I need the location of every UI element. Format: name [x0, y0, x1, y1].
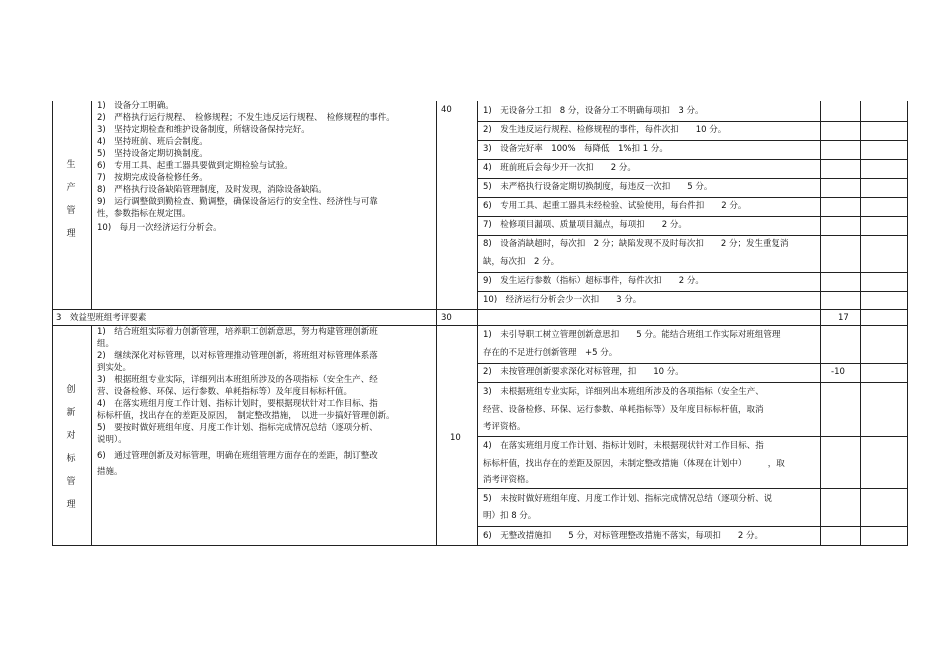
row-line: [477, 272, 908, 273]
req-line: 9) 运行调整做到勤检查、勤调整，确保设备运行的安全性、经济性与可靠: [97, 197, 378, 207]
bench-criterion-3-cont: 经营、设备检修、环保、运行参数、单耗指标等）及年度目标标杆值，取消: [483, 405, 764, 415]
row-line: [477, 178, 908, 179]
category-char: 新: [66, 408, 76, 418]
points-benchmark: 10: [450, 433, 461, 443]
requirements-production: [97, 100, 433, 234]
row-line: [477, 159, 908, 160]
col-divider-criteria: [477, 101, 478, 546]
row-line: [477, 121, 908, 122]
section3-title: 3 效益型班组考评要素: [56, 313, 147, 323]
section-line: [52, 309, 908, 310]
criterion-8-cont: 缺，每次扣 2 分。: [483, 257, 560, 267]
category-production-management: [65, 159, 77, 251]
row-line: [477, 197, 908, 198]
category-char: 理: [66, 229, 76, 239]
req-line: 5) 坚持设备定期切换制度。: [97, 149, 208, 159]
table-border-bottom: [52, 545, 908, 546]
criterion-6: 6) 专用工具、起重工器具未经检验、试验使用，每台件扣 2 分。: [483, 201, 747, 211]
req-line: 3) 坚持定期检查和维护设备制度，所辖设备保持完好。: [97, 125, 310, 135]
criterion-3: 3) 设备完好率 100% 每降低 1%扣 1 分。: [483, 144, 668, 154]
req-line: 到实处。: [97, 363, 132, 373]
req-line: 4) 坚持班前、班后会制度。: [97, 137, 208, 147]
req-line: 1) 设备分工明确。: [97, 101, 174, 111]
col-divider-score: [820, 101, 821, 546]
req-line: 措施。: [97, 467, 123, 477]
req-line: 性，参数指标在规定围。: [97, 209, 191, 219]
req-line: 6) 专用工具、起重工器具要做到定期检验与试验。: [97, 161, 293, 171]
section3-score: 17: [838, 313, 849, 323]
col-divider-category-2: [91, 325, 92, 546]
bench-criterion-3: 3) 未根据班组专业实际，详细列出本班组所涉及的各项指标（安全生产、: [483, 387, 764, 397]
req-line: 说明）。: [97, 435, 127, 445]
category-char: 创: [66, 385, 76, 395]
req-line: 7) 按期完成设备检修任务。: [97, 173, 208, 183]
criterion-10: 10) 经济运行分析会少一次扣 3 分。: [483, 295, 642, 305]
row-line: [477, 436, 908, 437]
criterion-1: 1) 无设备分工扣 8 分，设备分工不明确每项扣 3 分。: [483, 106, 704, 116]
req-line: 2) 严格执行运行规程、 检修规程；不发生违反运行规程、 检修规程的事件。: [97, 113, 395, 123]
table-border-left: [52, 101, 53, 546]
req-line: 5) 要按时做好班组年度、月度工作计划、指标完成情况总结（逐项分析、: [97, 423, 378, 433]
category-char: 产: [66, 183, 76, 193]
bench-criterion-5-cont: 明）扣 8 分。: [483, 511, 537, 521]
req-line: 8) 严格执行设备缺陷管理制度，及时发现，消除设备缺陷。: [97, 185, 327, 195]
bench-criterion-6: 6) 无整改措施扣 5 分，对标管理整改措施不落实，每项扣 2 分。: [483, 531, 763, 541]
assessment-table: [52, 101, 908, 546]
criterion-5: 5) 未严格执行设备定期切换制度，每违反一次扣 5 分。: [483, 182, 713, 192]
col-divider-points: [436, 101, 437, 546]
table-border-right: [907, 101, 908, 546]
section3-points: 30: [441, 313, 452, 323]
req-line: 2) 继续深化对标管理，以对标管理推动管理创新，将班组对标管理体系落: [97, 351, 378, 361]
bench-score-2: -10: [831, 367, 845, 377]
category-char: 管: [66, 477, 76, 487]
req-line: 6) 通过管理创新及对标管理，明确在班组管理方面存在的差距，制订整改: [97, 451, 378, 461]
bench-criterion-4-cont: 标标杆值，找出存在的差距及原因，未制定整改措施（体现在计划中） ，取: [483, 459, 785, 469]
criterion-7: 7) 检修项目漏项、质量项目漏点，每项扣 2 分。: [483, 220, 687, 230]
criterion-4: 4) 班前班后会每少开一次扣 2 分。: [483, 163, 636, 173]
criterion-9: 9) 发生运行参数（指标）超标事件，每件次扣 2 分。: [483, 276, 704, 286]
bench-criterion-4-cont: 消考评资格。: [483, 475, 535, 485]
row-line: [477, 235, 908, 236]
bench-criterion-5: 5) 未按时做好班组年度、月度工作计划、指标完成情况总结（逐项分析、说: [483, 494, 773, 504]
bench-criterion-3-cont: 考评资格。: [483, 422, 526, 432]
category-char: 标: [66, 454, 76, 464]
req-line: 组。: [97, 339, 115, 349]
criterion-8: 8) 设备消缺超时，每次扣 2 分；缺陷发现不及时每次扣 2 分；发生重复消: [483, 239, 789, 249]
col-divider-remark: [860, 101, 861, 546]
row-line: [477, 382, 908, 383]
req-line: 标标杆值，找出存在的差距及原因， 制定整改措施， 以进一步搞好管理创新。: [97, 411, 395, 421]
category-char: 理: [66, 500, 76, 510]
bench-criterion-1: 1) 未引导职工树立管理创新意思扣 5 分。能结合班组工作实际对班组管理: [483, 330, 781, 340]
req-line: 4) 在落实班组月度工作计划、指标计划时，要根据现状针对工作目标、指: [97, 399, 378, 409]
row-line: [477, 216, 908, 217]
row-line: [477, 291, 908, 292]
bench-criterion-4: 4) 在落实班组月度工作计划、指标计划时，未根据现状针对工作目标、指: [483, 441, 764, 451]
row-line: [477, 140, 908, 141]
bench-criterion-1-cont: 存在的不足进行创新管理 +5 分。: [483, 348, 618, 358]
row-line: [477, 363, 908, 364]
bench-criterion-2: 2) 未按管理创新要求深化对标管理，扣 10 分。: [483, 367, 684, 377]
category-innovation-benchmark: [65, 384, 77, 522]
req-line: 1) 结合班组实际着力创新管理，培养职工创新意思，努力构建管理创新班: [97, 327, 378, 337]
requirements-benchmark: [97, 326, 433, 478]
category-char: 管: [66, 206, 76, 216]
criterion-2: 2) 发生违反运行规程、检修规程的事件，每件次扣 10 分。: [483, 125, 727, 135]
row-line: [477, 526, 908, 527]
req-line: 10) 每月一次经济运行分析会。: [97, 223, 222, 233]
category-char: 对: [66, 431, 76, 441]
req-line: 3) 根据班组专业实际，详细列出本班组所涉及的各项指标（安全生产、经: [97, 375, 378, 385]
points-production: 40: [441, 105, 452, 115]
row-line: [477, 488, 908, 489]
req-line: 营、设备检修、环保、运行参数、单耗指标等）及年度目标标杆值。: [97, 387, 353, 397]
col-divider-category: [91, 101, 92, 309]
category-char: 生: [66, 160, 76, 170]
